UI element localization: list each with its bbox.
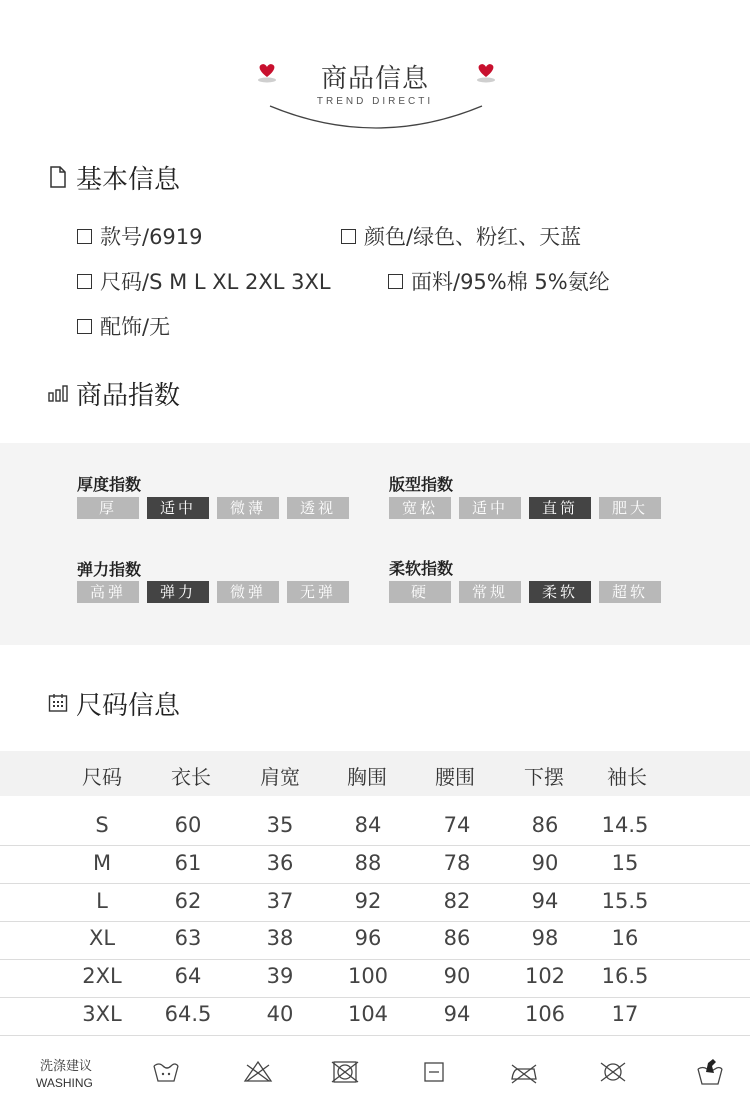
bar-chart-icon — [48, 381, 68, 405]
page-title: 商品信息 — [320, 64, 429, 94]
chip-selected: 直筒 — [529, 497, 591, 519]
chip: 透视 — [287, 497, 349, 519]
measure-cell: 35 — [266, 813, 294, 837]
index-title: 商品指数 — [76, 380, 181, 411]
row-divider — [0, 959, 750, 960]
chip: 超软 — [599, 581, 661, 603]
hand-wash-icon — [695, 1057, 725, 1087]
measure-cell: 88 — [354, 851, 382, 875]
measure-cell: 17 — [611, 1002, 639, 1026]
measure-cell: 90 — [531, 851, 559, 875]
measure-cell: 15.5 — [601, 889, 649, 913]
measure-cell: 64.5 — [164, 1002, 212, 1026]
basic-info-title: 基本信息 — [76, 164, 181, 195]
row-divider — [0, 1035, 750, 1036]
row-divider — [0, 997, 750, 998]
attr-accessory: 配饰/无 — [77, 311, 170, 341]
softness-label: 柔软指数 — [389, 559, 454, 578]
chip: 适中 — [459, 497, 521, 519]
wash-30-icon — [151, 1057, 181, 1087]
no-iron-icon — [509, 1057, 539, 1087]
checkbox-icon — [388, 274, 403, 289]
col-header: 尺码 — [82, 765, 122, 789]
col-header: 胸围 — [347, 765, 387, 789]
softness-scale — [389, 581, 661, 603]
measure-cell: 100 — [347, 964, 389, 988]
size-heading — [48, 686, 180, 720]
col-header: 下摆 — [524, 765, 564, 789]
measure-cell: 39 — [266, 964, 294, 988]
measure-cell: 16 — [611, 926, 639, 950]
document-icon — [48, 165, 68, 189]
chip: 无弹 — [287, 581, 349, 603]
chip-selected: 弹力 — [147, 581, 209, 603]
checkbox-icon — [77, 229, 92, 244]
row-divider — [0, 845, 750, 846]
measure-cell: 106 — [524, 1002, 566, 1026]
size-cell: 2XL — [82, 964, 122, 988]
col-header: 袖长 — [607, 765, 647, 789]
measure-cell: 94 — [531, 889, 559, 913]
chip: 厚 — [77, 497, 139, 519]
measure-cell: 38 — [266, 926, 294, 950]
row-divider — [0, 883, 750, 884]
size-cell: 3XL — [82, 1002, 122, 1026]
attr-color: 颜色/绿色、粉红、天蓝 — [341, 221, 581, 251]
page-subtitle: TREND DIRECTI — [316, 96, 434, 107]
measure-cell: 84 — [354, 813, 382, 837]
elasticity-label: 弹力指数 — [77, 560, 142, 579]
measure-cell: 14.5 — [601, 813, 649, 837]
chip: 宽松 — [389, 497, 451, 519]
size-cell: S — [95, 813, 109, 837]
measure-cell: 86 — [531, 813, 559, 837]
dry-flat-icon — [419, 1057, 449, 1087]
checkbox-icon — [77, 274, 92, 289]
fit-label: 版型指数 — [389, 475, 454, 494]
measure-cell: 15 — [611, 851, 639, 875]
thickness-scale — [77, 497, 349, 519]
measure-cell: 40 — [266, 1002, 294, 1026]
measure-cell: 90 — [443, 964, 471, 988]
measure-cell: 98 — [531, 926, 559, 950]
basic-info-heading — [48, 160, 180, 194]
size-cell: M — [92, 851, 112, 875]
measure-cell: 82 — [443, 889, 471, 913]
measure-cell: 78 — [443, 851, 471, 875]
measure-cell: 92 — [354, 889, 382, 913]
chip: 高弹 — [77, 581, 139, 603]
chip: 微弹 — [217, 581, 279, 603]
size-cell: XL — [88, 926, 116, 950]
measure-cell: 102 — [524, 964, 566, 988]
title-arc-divider — [268, 100, 484, 132]
measure-cell: 96 — [354, 926, 382, 950]
measure-cell: 16.5 — [601, 964, 649, 988]
fit-scale — [389, 497, 661, 519]
measure-cell: 61 — [174, 851, 202, 875]
attr-style-no: 款号/6919 — [77, 221, 203, 251]
elasticity-scale — [77, 581, 349, 603]
row-divider — [0, 921, 750, 922]
measure-cell: 36 — [266, 851, 294, 875]
checkbox-icon — [77, 319, 92, 334]
size-cell: L — [96, 889, 108, 913]
col-header: 衣长 — [171, 765, 211, 789]
chip: 硬 — [389, 581, 451, 603]
chip: 微薄 — [217, 497, 279, 519]
chip: 常规 — [459, 581, 521, 603]
thickness-label: 厚度指数 — [77, 475, 142, 494]
col-header: 腰围 — [435, 765, 475, 789]
no-tumble-dry-icon — [330, 1057, 360, 1087]
measure-cell: 60 — [174, 813, 202, 837]
no-dry-clean-icon — [598, 1057, 628, 1087]
measure-cell: 37 — [266, 889, 294, 913]
no-bleach-icon — [243, 1057, 273, 1087]
calendar-icon — [48, 691, 68, 715]
attr-size: 尺码/S M L XL 2XL 3XL — [77, 266, 331, 296]
measure-cell: 64 — [174, 964, 202, 988]
measure-cell: 62 — [174, 889, 202, 913]
chip-selected: 柔软 — [529, 581, 591, 603]
attr-fabric: 面料/95%棉 5%氨纶 — [388, 266, 610, 296]
index-heading — [48, 376, 180, 410]
chip: 肥大 — [599, 497, 661, 519]
size-title: 尺码信息 — [76, 690, 181, 721]
chip-selected: 适中 — [147, 497, 209, 519]
measure-cell: 74 — [443, 813, 471, 837]
col-header: 肩宽 — [260, 765, 300, 789]
washing-label-cn: 洗涤建议 — [40, 1059, 93, 1074]
measure-cell: 63 — [174, 926, 202, 950]
measure-cell: 86 — [443, 926, 471, 950]
checkbox-icon — [341, 229, 356, 244]
measure-cell: 104 — [347, 1002, 389, 1026]
washing-label-en: WASHING — [36, 1076, 93, 1090]
measure-cell: 94 — [443, 1002, 471, 1026]
